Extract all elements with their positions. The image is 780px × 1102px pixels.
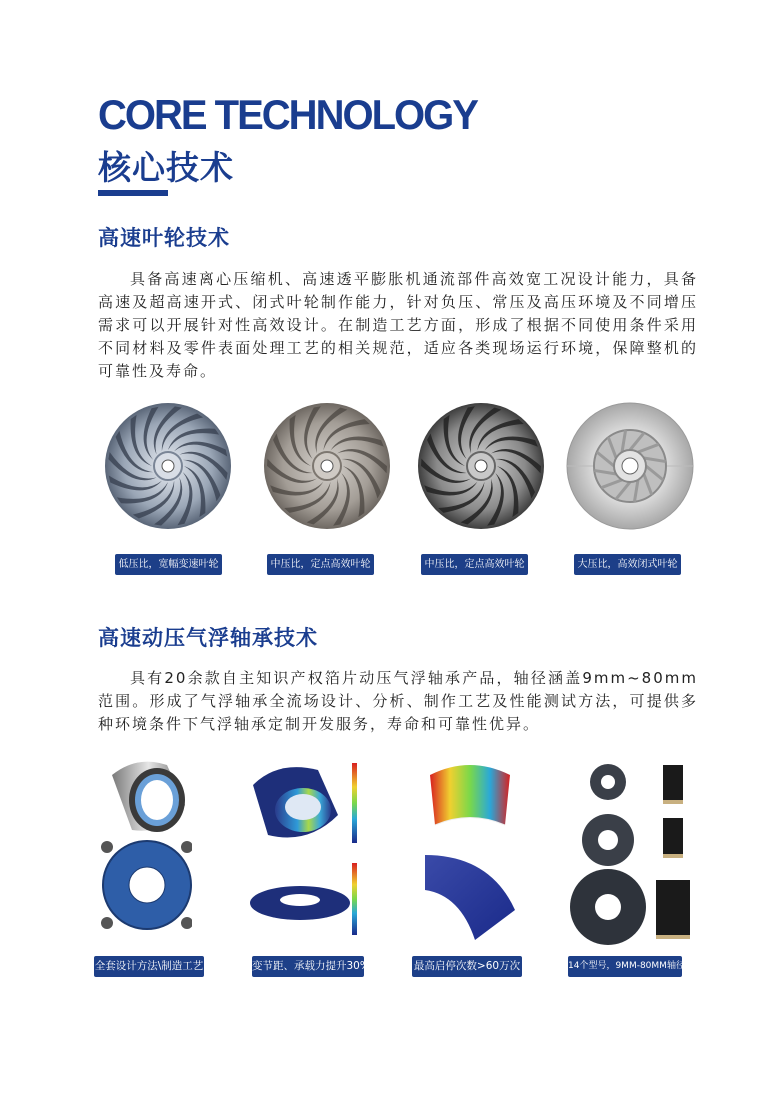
thrust-bearing-set-icon bbox=[568, 760, 698, 945]
bearing-caption-4: 14个型号，9MM-80MM轴径 bbox=[568, 956, 682, 977]
bearing-fea-contour-icon bbox=[248, 755, 368, 945]
section-paragraph-impeller: 具备高速离心压缩机、高速透平膨胀机通流部件高效宽工况设计能力，具备高速及超高速开式、闭式叶轮制作能力，针对负压、常压及高压环境及不同增压需求可以开展针对性高效设计。在制造工艺方面，形成了根据不同使用条件采用不同材料及零件表面处理工艺的相关规范，适应各类现场运行环境，保障整机的可靠性及寿命。 bbox=[98, 270, 698, 380]
bearing-caption-3: 最高启停次数>60万次 bbox=[412, 956, 522, 977]
impeller-caption-2: 中压比，定点高效叶轮 bbox=[267, 554, 374, 575]
section-paragraph-bearing: 具有20余款自主知识产权箔片动压气浮轴承产品，轴径涵盖9mm~80mm范围。形成了气浮轴承全流场设计、分析、制作工艺及性能测试方法，可提供多种环境条件下气浮轴承定制开发服务，寿命和可靠性优异。 bbox=[98, 669, 698, 733]
bearing-cad-model-icon bbox=[97, 755, 192, 945]
section-title-impeller: 高速叶轮技术 bbox=[98, 226, 230, 250]
page-title-cn: 核心技术 bbox=[98, 148, 234, 187]
page-title-en: CORE TECHNOLOGY bbox=[98, 92, 477, 139]
impeller-caption-3: 中压比，定点高效叶轮 bbox=[421, 554, 528, 575]
impeller-caption-1: 低压比，宽幅变速叶轮 bbox=[115, 554, 222, 575]
foil-stress-map-icon bbox=[420, 760, 525, 945]
open-impeller-polished-icon bbox=[103, 401, 233, 531]
open-impeller-matte-icon bbox=[262, 401, 392, 531]
section-title-bearing: 高速动压气浮轴承技术 bbox=[98, 626, 318, 650]
impeller-caption-4: 大压比，高效闭式叶轮 bbox=[574, 554, 681, 575]
bearing-caption-1: 全套设计方法\制造工艺 bbox=[94, 956, 204, 977]
title-underline bbox=[98, 190, 168, 196]
bearing-caption-2: 变节距、承载力提升30% bbox=[252, 956, 364, 977]
open-impeller-dark-icon bbox=[416, 401, 546, 531]
closed-impeller-icon bbox=[565, 401, 695, 531]
